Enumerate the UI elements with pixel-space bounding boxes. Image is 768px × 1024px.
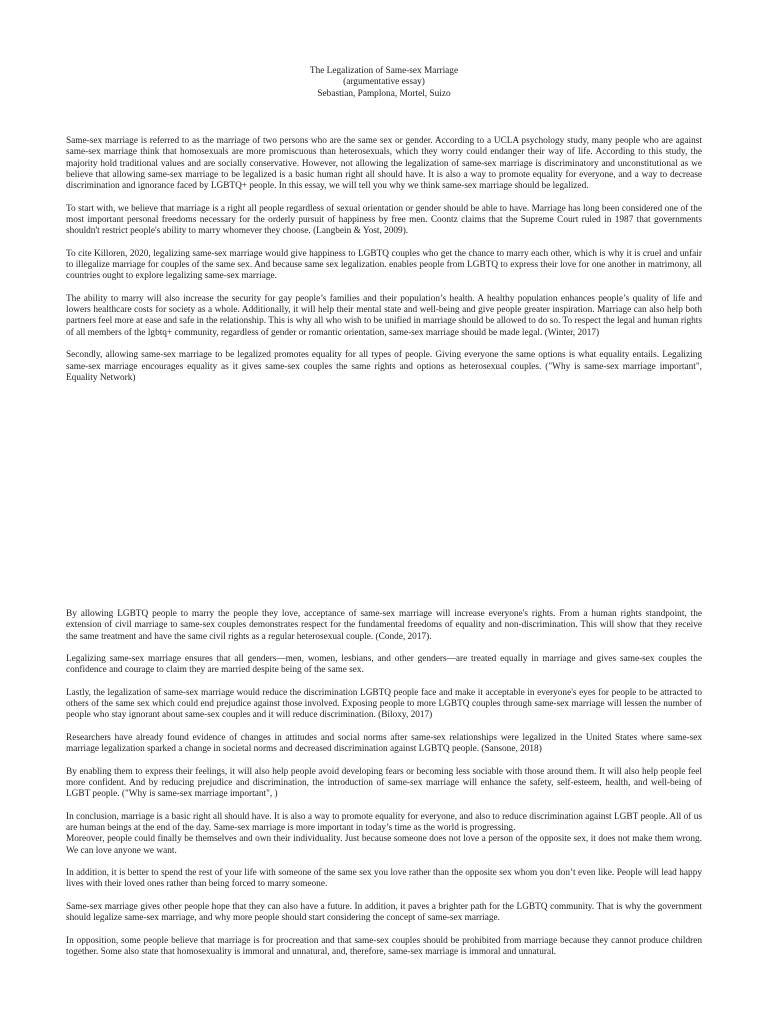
- essay-title: The Legalization of Same-sex Marriage: [309, 66, 459, 76]
- paragraph-addition: In addition, it is better to spend the rest of your life with someone of the same sex you love rather than the opposite sex whom you don’t even like. People will lead happy lives with their loved ones rather than being forced to marry someone.: [66, 868, 702, 890]
- paragraph-security: The ability to marry will also increase the security for gay people’s families and their population’s health. A healthy population enhances people’s quality of life and lowers healthcare costs for society as a whole. Additionally, it will help their mental state and well-being and give people greater inspiration. Marriage can also help both partners feel more at ease and safe in the relationship. This is why all who wish to be unified in marriage should be allowed to do so. To respect the legal and human rights of all members of the lgbtq+ community, regardless of gender or romantic orientation, same-sex marriage should be made legal. (Winter, 2017): [66, 293, 702, 338]
- title-block: [0, 66, 768, 100]
- conclusion-line-2: Moreover, people could finally be themselves and own their individuality. Just because someone does not love a person of the opposite sex, it does not make them wrong. We can love anyone we want.: [66, 834, 702, 856]
- paragraph-opposition: In opposition, some people believe that marriage is for procreation and that same-sex couples should be prohibited from marriage because they cannot produce children together. Some also state that homosexuality is immoral and unnatural, and, therefore, same-sex marriage is immoral and unnatural.: [66, 935, 702, 958]
- essay-authors: Sebastian, Pamplona, Mortel, Suizo: [317, 88, 451, 99]
- paragraph-conclusion: [66, 812, 702, 857]
- conclusion-line-1: In conclusion, marriage is a basic right all should have. It is also a way to promote equality for everyone, and also to reduce discrimination against LGBT people. All of us are human beings at the end of the day. Same-sex marriage is more important in today’s time as the world is progressing.: [66, 811, 702, 834]
- paragraph-happiness: To cite Killoren, 2020, legalizing same-sex marriage would give happiness to LGBTQ couples who get the chance to marry each other, which is why it is cruel and unfair to illegalize marriage for couples of the same sex. And because same sex legalization. enables people from LGBTQ to express their love for one another in matrimony, all countries ought to explore legalizing same-sex marriage.: [66, 248, 702, 282]
- paragraph-feelings: By enabling them to express their feelings, it will also help people avoid developing fears or becoming less sociable with those around them. It will also help people feel more confident. And by reducing prejudice and discrimination, the introduction of same-sex marriage will enhance the safety, self-esteem, health, and well-being of LGBT people. ("Why is same-sex marriage important", ): [66, 766, 702, 800]
- paragraph-discrimination: Lastly, the legalization of same-sex marriage would reduce the discrimination LGBTQ people face and make it acceptable in everyone's eyes for people to be attracted to others of the same sex which could end prejudice against those involved. Exposing people to more LGBTQ couples through same-sex marriage will lessen the number of people who stay ignorant about same-sex couples and it will reduce discrimination. (Biloxy, 2017): [66, 687, 702, 721]
- paragraph-equality: Secondly, allowing same-sex marriage to be legalized promotes equality for all types of people. Giving everyone the same options is what equality entails. Legalizing same-sex marriage encourages equality as it gives same-sex couples the same rights and options as heterosexual couples. ("Why is same-sex marriage important", Equality Network): [66, 350, 702, 383]
- paragraph-hope: Same-sex marriage gives other people hope that they can also have a future. In addition, it paves a brighter path for the LGBTQ community. That is why the government should legalize same-sex marriage, and why more people should start considering the concept of same-sex marriage.: [66, 901, 702, 924]
- paragraph-marriage-right: To start with, we believe that marriage is a right all people regardless of sexual orientation or gender should be able to have. Marriage has long been considered one of the most important personal freedoms necessary for the orderly pursuit of happiness by free men. Coontz claims that the Supreme Court ruled in 1987 that governments shouldn't restrict people's ability to marry whomever they choose. (Langbein & Yost, 2009).: [66, 203, 702, 237]
- paragraph-human-rights: By allowing LGBTQ people to marry the people they love, acceptance of same-sex marriage will increase everyone's rights. From a human rights standpoint, the extension of civil marriage to same-sex couples demonstrates respect for the fundamental freedoms of equality and non-discrimination. This will show that they receive the same treatment and have the same civil rights as a regular heterosexual couple. (Conde, 2017).: [66, 609, 702, 642]
- essay-section-bottom: [66, 609, 702, 970]
- essay-subtitle: (argumentative essay): [343, 77, 425, 88]
- essay-section-top: [66, 136, 702, 395]
- paragraph-research: Researchers have already found evidence of changes in attitudes and social norms after same-sex relationships were legalized in the United States where same-sex marriage legalization sparked a change in societal norms and decreased discrimination against LGBTQ people. (Sansone, 2018): [66, 732, 702, 755]
- paragraph-genders: Legalizing same-sex marriage ensures that all genders—men, women, lesbians, and other genders—are treated equally in marriage and gives same-sex couples the confidence and courage to claim they are married despite being of the same sex.: [66, 654, 702, 676]
- paragraph-introduction: Same-sex marriage is referred to as the marriage of two persons who are the same sex or gender. According to a UCLA psychology study, many people who are against same-sex marriage think that homosexuals are more promiscuous than heterosexuals, which they worry could endanger their way of life. According to this study, the majority hold traditional values and are socially conservative. However, not allowing the legalization of same-sex marriage is discriminatory and unconstitutional as we believe that allowing same-sex marriage to be legalized is a basic human right all should have. It is also a way to promote equality for everyone, and a way to decrease discrimination and ignorance faced by LGBTQ+ people. In this essay, we will tell you why we think same-sex marriage should be legalized.: [66, 136, 702, 192]
